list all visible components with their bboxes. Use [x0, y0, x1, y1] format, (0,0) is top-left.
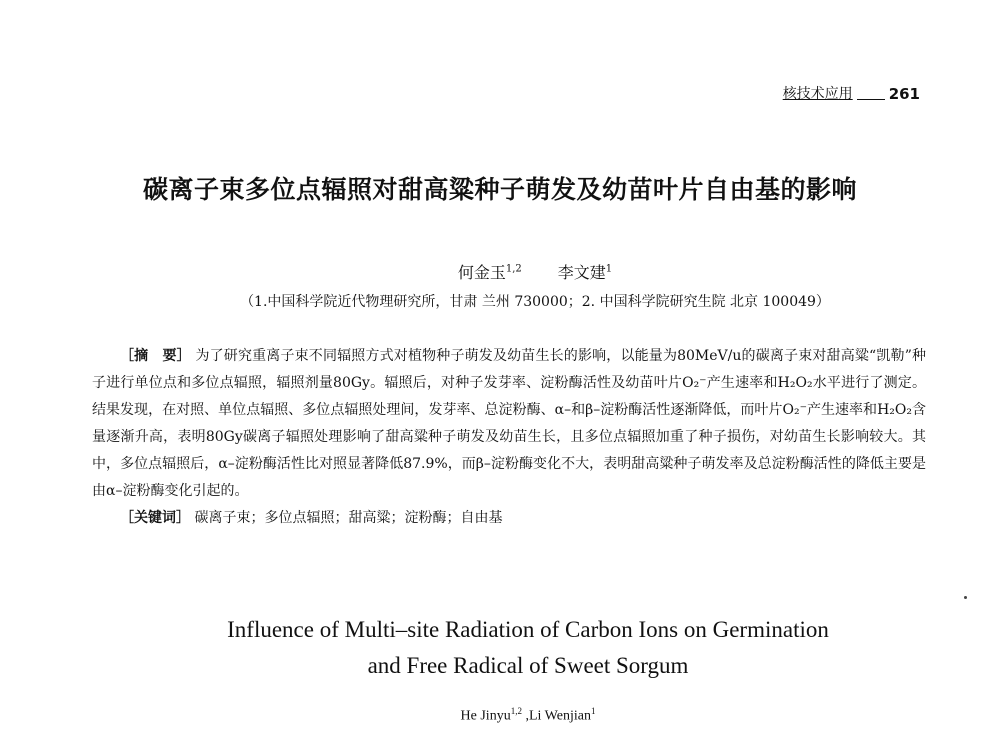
abstract-label: ［摘 要］	[120, 348, 191, 364]
page-number: 261	[888, 85, 920, 103]
authors-english	[0, 706, 1000, 725]
abstract-text: 为了研究重离子束不同辐照方式对植物种子萌发及幼苗生长的影响，以能量为80MeV/u的碳离子束对甜高粱“凯勒”种子进行单位点和多位点辐照，辐照剂量80Gy。辐照后，对种子发芽率、淀粉酶活性及幼苗叶片O₂⁻产生速率和H₂O₂水平进行了测定。结果发现，在对照、单位点辐照、多位点辐照处理间，发芽率、总淀粉酶、α–和β–淀粉酶活性逐渐降低，而叶片O₂⁻产生速率和H₂O₂含量逐渐升高，表明80Gy碳离子辐照处理影响了甜高粱种子萌发及幼苗生长，且多位点辐照加重了种子损伤，对幼苗生长影响较大。其中，多位点辐照后，α–淀粉酶活性比对照显著降低87.9%，而β–淀粉酶变化不大，表明甜高粱种子萌发率及总淀粉酶活性的降低主要是由α–淀粉酶变化引起的。	[92, 348, 927, 499]
title-english	[0, 612, 1000, 684]
title-chinese: 碳离子束多位点辐照对甜高粱种子萌发及幼苗叶片自由基的影响	[142, 175, 857, 204]
keywords-line	[92, 505, 926, 532]
author-affiliation-mark-en: 1,2	[510, 706, 522, 716]
header-rule	[857, 99, 885, 100]
author-affiliation-mark: 1	[605, 263, 613, 275]
abstract-block	[92, 343, 926, 532]
author-affiliation-mark: 1,2	[505, 263, 522, 275]
title-english-line-1: Influence of Multi–site Radiation of Carbon Ions on Germination	[227, 617, 829, 642]
author-affiliation-mark-en: 1	[590, 706, 596, 716]
abstract-paragraph	[92, 343, 926, 505]
scan-speck	[964, 596, 967, 599]
journal-section: 核技术应用	[782, 86, 853, 102]
keywords-text: 碳离子束；多位点辐照；甜高粱；淀粉酶；自由基	[194, 510, 503, 526]
keywords-label: ［关键词］	[120, 510, 190, 526]
author-name: 李文建	[557, 263, 606, 282]
title-english-line-2: and Free Radical of Sweet Sorgum	[367, 653, 689, 678]
authors-chinese	[0, 260, 1000, 283]
author-name-en: ,Li Wenjian	[525, 708, 591, 724]
running-header	[783, 83, 920, 103]
affiliation-chinese: （1.中国科学院近代物理研究所，甘肃 兰州 730000；2. 中国科学院研究生院 北京 100049）	[240, 294, 830, 310]
author-name: 何金玉	[457, 263, 506, 282]
author-name-en: He Jinyu	[460, 708, 511, 724]
